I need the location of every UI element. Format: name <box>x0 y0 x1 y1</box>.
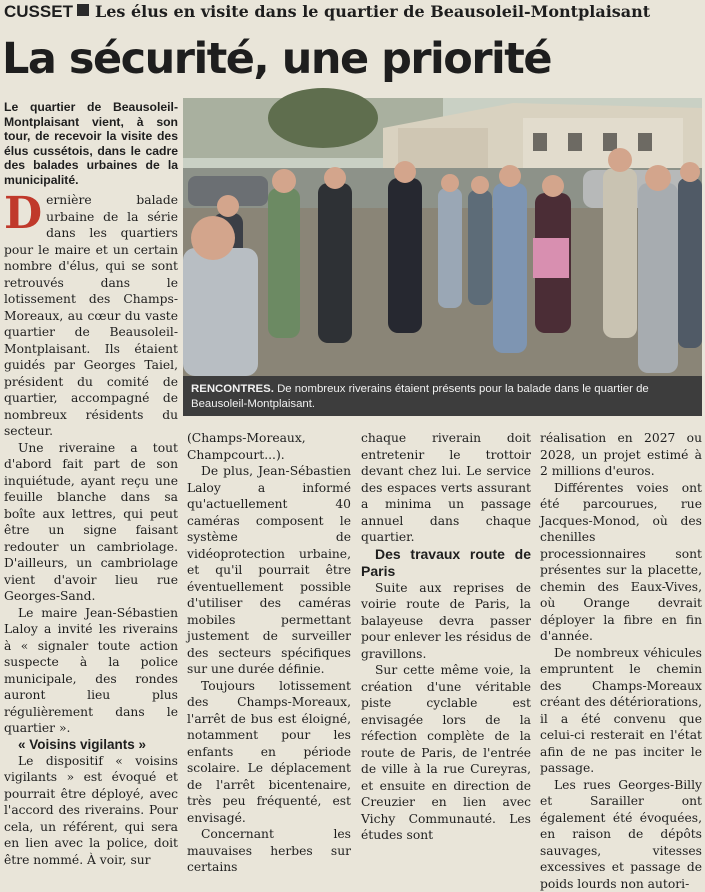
paragraph: (Champs-Moreaux, Champcourt...). <box>187 430 351 463</box>
caption-text: De nombreux riverains étaient présents pour la balade dans le quartier de Beausoleil-Montplaisant. <box>191 383 649 410</box>
page-title: La sécurité, une priorité <box>2 26 702 92</box>
article-column-2 <box>187 430 351 785</box>
paragraph: Le dispositif « voisins vigilants » est évoqué et pourrait être déployé, avec l'accord des riverains. Pour cela, un référent, qui sera en lien avec la police, doit être nommé. À voir, sur <box>4 753 178 869</box>
paragraph: Le maire Jean-Sébastien Laloy a invité les riverains à « signaler toute action suspecte à la police municipale, des rondes auront lieu plus régulièrement dans le quartier ». <box>4 605 178 737</box>
section-subheading: Des travaux route de Paris <box>361 546 531 580</box>
paragraph: De nombreux véhicules empruntent le chemin des Champs-Moreaux créant des détériorations, il a été convenu que celui-ci resterait en l'état afin de ne pas inciter le passage. <box>540 645 702 777</box>
paragraph: Dernière balade urbaine de la série dans les quartiers pour le maire et un certain nombre d'élus, qui se sont retrouvés dans le lotissement des Champs-Moreaux, au cœur du vaste quartier de Beausoleil-Montplaisant. Ils étaient guidés par Georges Taiel, président du comité de quartier, accompagné de nombreux résidents du secteur. <box>4 192 178 440</box>
article-kicker <box>4 2 704 24</box>
article-column-3 <box>361 430 531 785</box>
paragraph: De plus, Jean-Sébastien Laloy a informé qu'actuellement 40 caméras composent le système de vidéoprotection urbaine, et qu'il pourrait être éventuellement possible d'utiliser des caméras mobiles permettant justement de surveiller des secteurs spécifiques sur une durée définie. <box>187 463 351 678</box>
article-column-4 <box>540 430 702 785</box>
paragraph: chaque riverain doit entretenir le trottoir devant chez lui. Le service des espaces verts assurant a minima un passage annuel dans chaque quartier. <box>361 430 531 546</box>
paragraph: Sur cette même voie, la création d'une véritable piste cyclable est envisagée lors de la réfection complète de la route de Paris, de l'entrée de ville à la rue Cureyras, et ensuite en direction de Creuzier en lien avec Vichy Communauté. Les études sont <box>361 662 531 844</box>
paragraph: réalisation en 2027 ou 2028, un projet estimé à 2 millions d'euros. <box>540 430 702 480</box>
article-photo <box>183 98 702 376</box>
paragraph: Suite aux reprises de voirie route de Paris, la balayeuse devra passer pour enlever les résidus de gravillons. <box>361 580 531 663</box>
article-column-1 <box>4 192 178 785</box>
kicker-title: Les élus en visite dans le quartier de Beausoleil-Montplaisant <box>95 2 650 21</box>
kicker-square-bullet <box>77 4 89 16</box>
caption-label: RENCONTRES. <box>191 383 274 395</box>
section-subheading: « Voisins vigilants » <box>4 737 178 753</box>
paragraph: Toujours lotissement des Champs-Moreaux, l'arrêt de bus est éloigné, notamment pour les enfants en période scolaire. Le déplacement de l'arrêt bicentenaire, très peu fréquenté, est envisagé. <box>187 678 351 827</box>
paragraph: Les rues Georges-Billy et Sarailler ont également été évoquées, en raison de dépôts sauvages, vitesses excessives et passage de poids lourds non autori- <box>540 777 702 892</box>
paragraph: Différentes voies ont été parcourues, rue Jacques-Monod, où des chenilles processionnaires sont présentes sur la placette, chemin des Eaux-Vives, où Orange devrait déployer la fibre en fin d'année. <box>540 480 702 645</box>
kicker-place: CUSSET <box>4 2 73 21</box>
paragraph: Une riveraine a tout d'abord fait part de son inquiétude, ayant reçu une feuille blanche dans sa boîte aux lettres, qui peut être un signe faisant redouter un cambriolage. D'ailleurs, un cambriolage vient d'avoir lieu rue Georges-Sand. <box>4 440 178 605</box>
drop-cap: D <box>4 194 42 234</box>
crowd-photo-illustration <box>183 98 702 376</box>
paragraph: Concernant les mauvaises herbes sur certains <box>187 826 351 876</box>
photo-caption <box>183 376 702 416</box>
article-lead: Le quartier de Beausoleil-Montplaisant vient, à son tour, de recevoir la visite des élus cussétois, dans le cadre des balades urbaines de la municipalité. <box>4 100 178 188</box>
